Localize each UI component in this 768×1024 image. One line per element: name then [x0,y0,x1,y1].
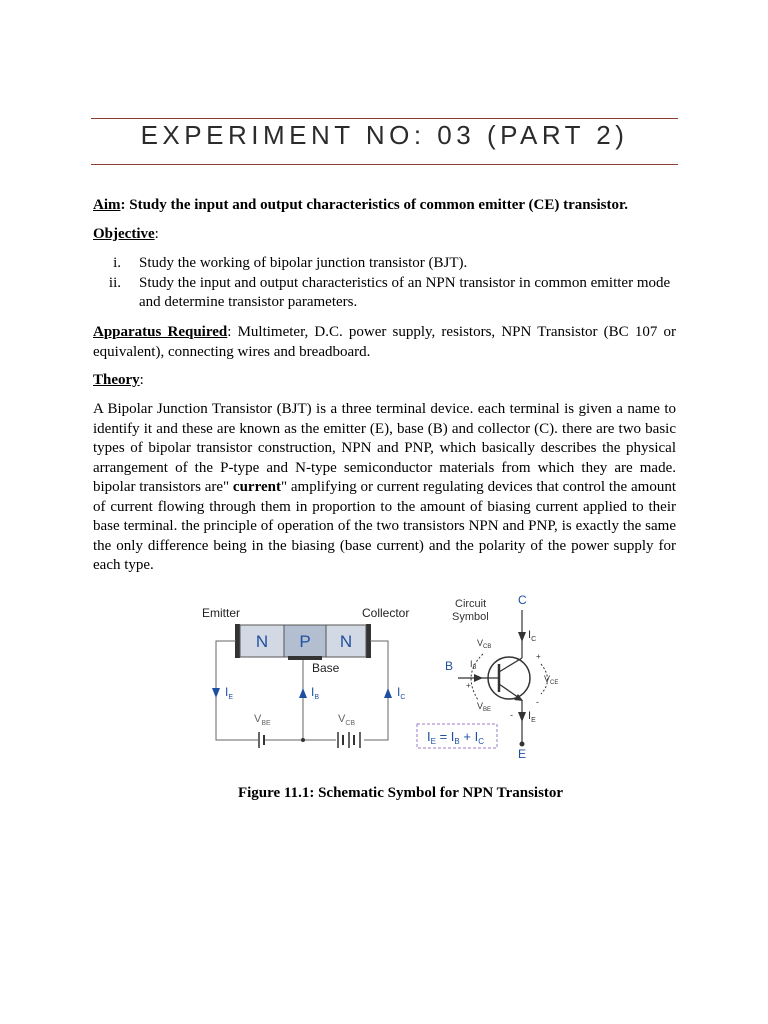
emitter-label: Emitter [202,606,241,620]
minus-sign: - [536,697,539,707]
sym-ib-label: $I_B$ [470,659,477,671]
page-title: EXPERIMENT NO: 03 (PART 2) [140,120,629,150]
emitter-terminal-label: E [518,747,527,761]
aim-label: Aim [93,197,121,213]
minus-sign: - [510,710,513,720]
base-contact [288,656,322,660]
apparatus-text: : Multimeter, D.C. power supply, resistors, NPN Transistor (BC 107 or equivalent), connecting wires and breadboard. [93,324,676,360]
ic-label: $I_C$ [397,685,406,701]
list-number: i. [113,255,121,271]
sym-vbe-label: $V_{BE}$ [477,701,492,713]
ie-label: $I_E$ [225,685,234,701]
list-text: Study the input and output characteristics of an NPN transistor in common emitter mode and determine transistor parameters. [139,274,671,310]
sym-vce-label: $V_{CE}$ [544,674,559,686]
sym-ic-label: $I_C$ [528,629,537,643]
theory-bold-current: current [232,479,281,495]
base-terminal-label: B [445,659,454,673]
collector-terminal-label: C [518,593,527,607]
theory-text-2: " amplifying or current regulating devices that control the amount of current flowing through them in proportion to the amount of biasing current applied to their base terminal. the principle of operation of the two transistors NPN and PNP, is exactly the same the only difference being in the biasing (base current) and the polarity of the power supply for each type. [93,479,676,573]
theory-label: Theory [93,372,140,388]
sym-ie-label: $I_E$ [528,710,536,724]
figure-caption: Figure 11.1: Schematic Symbol for NPN Transistor [237,785,564,801]
collector-label: Collector [362,606,410,620]
current-equation: $I_E = I_B + I_C$ [427,729,484,746]
objective-heading: Objective: [93,226,159,242]
theory-heading: Theory: [93,372,144,388]
plus-sign: + [466,681,471,690]
objective-label: Objective [93,226,155,242]
n-right-label: N [339,632,353,651]
list-number: ii. [108,274,121,291]
aim-text: : Study the input and output characteristics of common emitter (CE) transistor. [120,197,628,213]
circuit-symbol-label-2: Symbol [452,611,489,623]
vcb-label: $V_{CB}$ [338,713,356,727]
p-label: P [299,632,311,651]
n-left-label: N [255,632,269,651]
sym-vcb-label: $V_{CB}$ [477,638,492,650]
list-text: Study the working of bipolar junction transistor (BJT). [139,255,468,271]
circuit-symbol-label-1: Circuit [455,598,487,610]
apparatus-label: Apparatus Required [93,324,228,340]
vbe-label: $V_{BE}$ [254,713,271,727]
ib-label: $I_B$ [311,685,320,701]
theory-text-1: A Bipolar Junction Transistor (BJT) is a three terminal device. each terminal is given a name to identify it and these are known as the emitter (E), base (B) and collector (C). there are two basic types of bipolar transistor construction, NPN and PNP, which basically describes the physical arrangement of the P-type and N-type semiconductor materials from which they are made. bipolar transistors are" [93,401,676,495]
base-label: Base [312,661,340,675]
plus-sign: + [536,652,541,661]
